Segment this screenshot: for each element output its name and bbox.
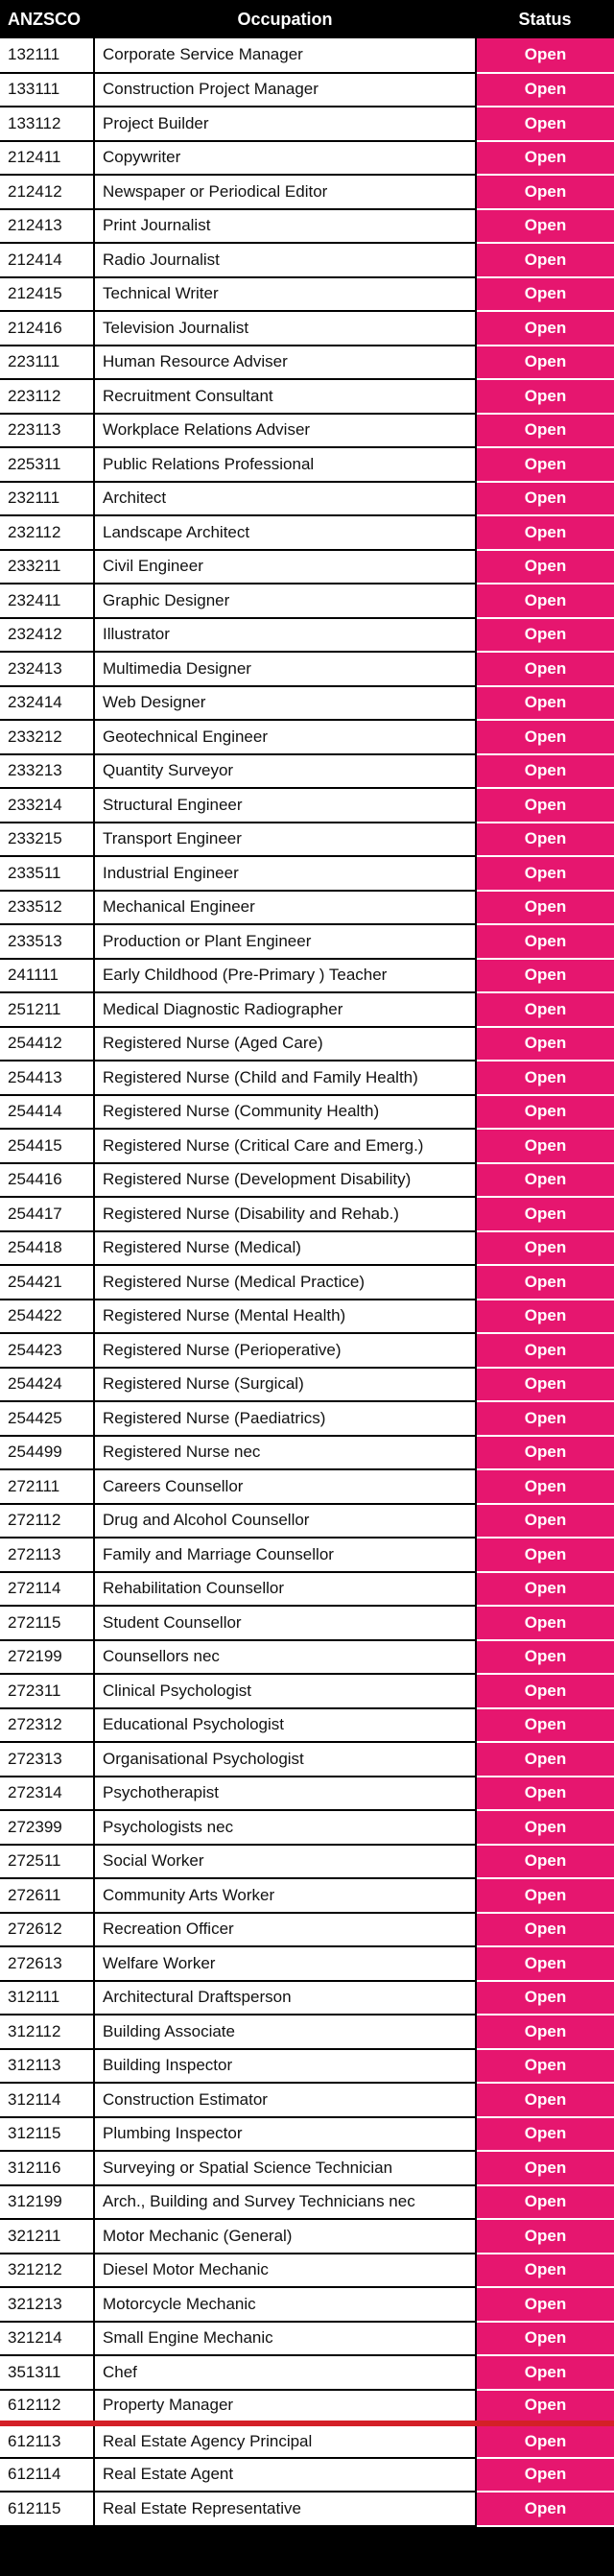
status-cell: Open [476, 891, 614, 925]
anzsco-code-cell: 254416 [0, 1163, 94, 1198]
status-cell: Open [476, 1946, 614, 1981]
occupation-cell: Television Journalist [94, 311, 476, 346]
table-row [0, 2083, 614, 2117]
occupation-cell: Corporate Service Manager [94, 38, 476, 73]
table-row [0, 515, 614, 550]
table-row [0, 1027, 614, 1061]
occupation-cell: Careers Counsellor [94, 1469, 476, 1504]
occupation-cell: Transport Engineer [94, 823, 476, 857]
status-cell: Open [476, 2151, 614, 2185]
status-cell: Open [476, 1368, 614, 1402]
anzsco-code-cell: 233214 [0, 788, 94, 823]
occupation-cell: Registered Nurse (Medical Practice) [94, 1265, 476, 1300]
status-cell: Open [476, 2458, 614, 2493]
status-cell: Open [476, 1913, 614, 1947]
occupation-cell: Illustrator [94, 618, 476, 653]
status-cell: Open [476, 1640, 614, 1675]
anzsco-code-cell: 312112 [0, 2015, 94, 2049]
anzsco-code-cell: 233215 [0, 823, 94, 857]
anzsco-code-cell: 312116 [0, 2151, 94, 2185]
anzsco-code-cell: 233211 [0, 550, 94, 584]
anzsco-code-cell: 225311 [0, 447, 94, 482]
status-cell: Open [476, 2083, 614, 2117]
status-cell: Open [476, 2287, 614, 2322]
status-cell: Open [476, 2117, 614, 2152]
table-row [0, 2117, 614, 2152]
anzsco-code-cell: 133111 [0, 73, 94, 107]
status-cell: Open [476, 550, 614, 584]
anzsco-code-cell: 254425 [0, 1401, 94, 1436]
anzsco-code-cell: 612115 [0, 2492, 94, 2526]
status-cell: Open [476, 2185, 614, 2220]
status-cell: Open [476, 1878, 614, 1913]
anzsco-code-cell: 272612 [0, 1913, 94, 1947]
anzsco-code-cell: 612112 [0, 2390, 94, 2424]
table-row [0, 584, 614, 618]
status-cell: Open [476, 686, 614, 721]
table-row [0, 1129, 614, 1163]
table-row [0, 311, 614, 346]
occupation-cell: Technical Writer [94, 277, 476, 312]
status-cell: Open [476, 1538, 614, 1572]
header-status: Status [476, 0, 614, 38]
status-cell: Open [476, 1981, 614, 2015]
status-cell: Open [476, 175, 614, 209]
occupation-cell: Newspaper or Periodical Editor [94, 175, 476, 209]
occupation-cell: Registered Nurse (Aged Care) [94, 1027, 476, 1061]
status-cell: Open [476, 107, 614, 141]
anzsco-code-cell: 254417 [0, 1197, 94, 1231]
anzsco-code-cell: 223111 [0, 346, 94, 380]
anzsco-code-cell: 272112 [0, 1504, 94, 1538]
occupation-cell: Small Engine Mechanic [94, 2322, 476, 2356]
anzsco-code-cell: 272113 [0, 1538, 94, 1572]
status-cell: Open [476, 1436, 614, 1470]
status-cell: Open [476, 2049, 614, 2084]
anzsco-code-cell: 612113 [0, 2423, 94, 2458]
anzsco-code-cell: 254421 [0, 1265, 94, 1300]
occupation-cell: Geotechnical Engineer [94, 720, 476, 754]
status-cell: Open [476, 482, 614, 516]
table-row [0, 1742, 614, 1777]
anzsco-code-cell: 272314 [0, 1777, 94, 1811]
occupation-cell: Registered Nurse (Community Health) [94, 1095, 476, 1130]
table-row [0, 447, 614, 482]
table-row [0, 1504, 614, 1538]
anzsco-code-cell: 312199 [0, 2185, 94, 2220]
anzsco-code-cell: 312113 [0, 2049, 94, 2084]
occupation-cell: Civil Engineer [94, 550, 476, 584]
status-cell: Open [476, 1742, 614, 1777]
occupation-cell: Clinical Psychologist [94, 1674, 476, 1708]
occupation-cell: Construction Project Manager [94, 73, 476, 107]
status-cell: Open [476, 1333, 614, 1368]
table-row [0, 652, 614, 686]
occupation-cell: Community Arts Worker [94, 1878, 476, 1913]
table-row [0, 346, 614, 380]
anzsco-code-cell: 232412 [0, 618, 94, 653]
anzsco-code-cell: 612114 [0, 2458, 94, 2493]
anzsco-code-cell: 132111 [0, 38, 94, 73]
occupation-cell: Registered Nurse (Surgical) [94, 1368, 476, 1402]
occupation-cell: Welfare Worker [94, 1946, 476, 1981]
anzsco-code-cell: 254424 [0, 1368, 94, 1402]
occupation-cell: Educational Psychologist [94, 1708, 476, 1743]
occupation-cell: Plumbing Inspector [94, 2117, 476, 2152]
table-row [0, 175, 614, 209]
anzsco-code-cell: 272511 [0, 1845, 94, 1879]
table-row [0, 1878, 614, 1913]
status-cell: Open [476, 1197, 614, 1231]
status-cell: Open [476, 1129, 614, 1163]
occupation-cell: Architect [94, 482, 476, 516]
table-row [0, 1946, 614, 1981]
status-cell: Open [476, 959, 614, 993]
status-cell: Open [476, 652, 614, 686]
anzsco-code-cell: 232111 [0, 482, 94, 516]
occupation-cell: Registered Nurse (Disability and Rehab.) [94, 1197, 476, 1231]
anzsco-code-cell: 254413 [0, 1061, 94, 1095]
table-row [0, 1538, 614, 1572]
status-cell: Open [476, 2254, 614, 2288]
anzsco-code-cell: 254415 [0, 1129, 94, 1163]
status-cell: Open [476, 1300, 614, 1334]
table-row [0, 414, 614, 448]
header-occupation: Occupation [94, 0, 476, 38]
anzsco-code-cell: 212412 [0, 175, 94, 209]
occupation-cell: Drug and Alcohol Counsellor [94, 1504, 476, 1538]
anzsco-code-cell: 321212 [0, 2254, 94, 2288]
status-cell: Open [476, 754, 614, 789]
table-row [0, 141, 614, 176]
table-row [0, 754, 614, 789]
occupation-cell: Industrial Engineer [94, 856, 476, 891]
occupation-cell: Registered Nurse (Paediatrics) [94, 1401, 476, 1436]
status-cell: Open [476, 720, 614, 754]
occupation-cell: Human Resource Adviser [94, 346, 476, 380]
anzsco-code-cell: 272114 [0, 1572, 94, 1607]
occupation-cell: Construction Estimator [94, 2083, 476, 2117]
table-row [0, 2151, 614, 2185]
table-row [0, 2254, 614, 2288]
table-row [0, 720, 614, 754]
occupation-cell: Registered Nurse (Development Disability) [94, 1163, 476, 1198]
occupation-cell: Medical Diagnostic Radiographer [94, 992, 476, 1027]
anzsco-code-cell: 312115 [0, 2117, 94, 2152]
anzsco-code-cell: 212416 [0, 311, 94, 346]
anzsco-code-cell: 254412 [0, 1027, 94, 1061]
anzsco-code-cell: 254418 [0, 1231, 94, 1266]
status-cell: Open [476, 924, 614, 959]
status-cell: Open [476, 311, 614, 346]
occupation-cell: Registered Nurse (Mental Health) [94, 1300, 476, 1334]
anzsco-code-cell: 272611 [0, 1878, 94, 1913]
occupation-cell: Building Associate [94, 2015, 476, 2049]
anzsco-code-cell: 232112 [0, 515, 94, 550]
anzsco-code-cell: 312111 [0, 1981, 94, 2015]
status-cell: Open [476, 414, 614, 448]
anzsco-code-cell: 223113 [0, 414, 94, 448]
table-row [0, 959, 614, 993]
status-cell: Open [476, 823, 614, 857]
table-row [0, 2049, 614, 2084]
table-row [0, 788, 614, 823]
anzsco-code-cell: 133112 [0, 107, 94, 141]
occupation-cell: Multimedia Designer [94, 652, 476, 686]
occupation-cell: Organisational Psychologist [94, 1742, 476, 1777]
table-row [0, 1401, 614, 1436]
status-cell: Open [476, 2492, 614, 2526]
anzsco-code-cell: 321211 [0, 2219, 94, 2254]
status-cell: Open [476, 2390, 614, 2424]
occupation-cell: Recruitment Consultant [94, 379, 476, 414]
occupation-cell: Print Journalist [94, 209, 476, 244]
status-cell: Open [476, 1469, 614, 1504]
anzsco-code-cell: 321214 [0, 2322, 94, 2356]
status-cell: Open [476, 277, 614, 312]
anzsco-code-cell: 212414 [0, 243, 94, 277]
anzsco-code-cell: 254422 [0, 1300, 94, 1334]
table-row [0, 2185, 614, 2220]
occupation-cell: Workplace Relations Adviser [94, 414, 476, 448]
table-row [0, 856, 614, 891]
occupation-cell: Psychologists nec [94, 1810, 476, 1845]
occupation-cell: Architectural Draftsperson [94, 1981, 476, 2015]
status-cell: Open [476, 243, 614, 277]
occupation-cell: Motor Mechanic (General) [94, 2219, 476, 2254]
occupation-cell: Real Estate Agency Principal [94, 2423, 476, 2458]
table-row [0, 1572, 614, 1607]
anzsco-code-cell: 272313 [0, 1742, 94, 1777]
status-cell: Open [476, 618, 614, 653]
anzsco-code-cell: 272115 [0, 1606, 94, 1640]
table-row [0, 2322, 614, 2356]
occupation-cell: Public Relations Professional [94, 447, 476, 482]
table-row [0, 2458, 614, 2493]
table-row [0, 2390, 614, 2424]
status-cell: Open [476, 1845, 614, 1879]
occupation-cell: Registered Nurse (Perioperative) [94, 1333, 476, 1368]
occupation-cell: Quantity Surveyor [94, 754, 476, 789]
occupation-cell: Property Manager [94, 2390, 476, 2424]
occupation-cell: Registered Nurse nec [94, 1436, 476, 1470]
anzsco-code-cell: 272613 [0, 1946, 94, 1981]
table-row [0, 1265, 614, 1300]
table-row [0, 891, 614, 925]
status-cell: Open [476, 856, 614, 891]
table-row [0, 1777, 614, 1811]
occupation-cell: Counsellors nec [94, 1640, 476, 1675]
status-cell: Open [476, 1095, 614, 1130]
anzsco-code-cell: 254423 [0, 1333, 94, 1368]
status-cell: Open [476, 1504, 614, 1538]
occupation-cell: Chef [94, 2355, 476, 2390]
table-row [0, 1300, 614, 1334]
anzsco-code-cell: 272199 [0, 1640, 94, 1675]
occupation-cell: Registered Nurse (Critical Care and Emerg.) [94, 1129, 476, 1163]
occupation-cell: Mechanical Engineer [94, 891, 476, 925]
table-row [0, 482, 614, 516]
occupation-cell: Arch., Building and Survey Technicians nec [94, 2185, 476, 2220]
anzsco-code-cell: 233512 [0, 891, 94, 925]
anzsco-code-cell: 272399 [0, 1810, 94, 1845]
occupation-cell: Web Designer [94, 686, 476, 721]
anzsco-code-cell: 233511 [0, 856, 94, 891]
anzsco-code-cell: 254414 [0, 1095, 94, 1130]
occupation-cell: Registered Nurse (Child and Family Health) [94, 1061, 476, 1095]
status-cell: Open [476, 1163, 614, 1198]
status-cell: Open [476, 209, 614, 244]
anzsco-code-cell: 233212 [0, 720, 94, 754]
table-row [0, 1231, 614, 1266]
occupation-cell: Early Childhood (Pre-Primary ) Teacher [94, 959, 476, 993]
anzsco-code-cell: 212413 [0, 209, 94, 244]
anzsco-code-cell: 232414 [0, 686, 94, 721]
table-row [0, 1368, 614, 1402]
occupation-cell: Diesel Motor Mechanic [94, 2254, 476, 2288]
occupation-cell: Rehabilitation Counsellor [94, 1572, 476, 1607]
status-cell: Open [476, 447, 614, 482]
anzsco-code-cell: 241111 [0, 959, 94, 993]
table-row [0, 992, 614, 1027]
anzsco-code-cell: 223112 [0, 379, 94, 414]
table-row [0, 1810, 614, 1845]
status-cell: Open [476, 1572, 614, 1607]
table-row [0, 1674, 614, 1708]
anzsco-code-cell: 351311 [0, 2355, 94, 2390]
table-row [0, 1197, 614, 1231]
occupation-cell: Building Inspector [94, 2049, 476, 2084]
table-row [0, 2219, 614, 2254]
status-cell: Open [476, 515, 614, 550]
table-row [0, 1845, 614, 1879]
table-row [0, 823, 614, 857]
anzsco-code-cell: 232411 [0, 584, 94, 618]
anzsco-code-cell: 312114 [0, 2083, 94, 2117]
status-cell: Open [476, 38, 614, 73]
occupation-cell: Real Estate Representative [94, 2492, 476, 2526]
status-cell: Open [476, 73, 614, 107]
occupation-cell: Production or Plant Engineer [94, 924, 476, 959]
table-row [0, 1913, 614, 1947]
table-row [0, 107, 614, 141]
anzsco-code-cell: 232413 [0, 652, 94, 686]
status-cell: Open [476, 141, 614, 176]
occupation-cell: Surveying or Spatial Science Technician [94, 2151, 476, 2185]
table-row [0, 618, 614, 653]
anzsco-code-cell: 233213 [0, 754, 94, 789]
table-row [0, 2015, 614, 2049]
occupation-cell: Motorcycle Mechanic [94, 2287, 476, 2322]
status-cell: Open [476, 1265, 614, 1300]
occupation-cell: Real Estate Agent [94, 2458, 476, 2493]
table-row [0, 379, 614, 414]
table-row [0, 550, 614, 584]
table-row [0, 1061, 614, 1095]
occupation-cell: Student Counsellor [94, 1606, 476, 1640]
header-anzsco: ANZSCO [0, 0, 94, 38]
table-row [0, 277, 614, 312]
header-row [0, 0, 614, 38]
table-row [0, 686, 614, 721]
occupation-cell: Landscape Architect [94, 515, 476, 550]
status-cell: Open [476, 1231, 614, 1266]
occupation-cell: Registered Nurse (Medical) [94, 1231, 476, 1266]
occupation-cell: Graphic Designer [94, 584, 476, 618]
occupation-cell: Recreation Officer [94, 1913, 476, 1947]
table-row [0, 73, 614, 107]
table-row [0, 2423, 614, 2458]
table-row [0, 924, 614, 959]
occupation-cell: Radio Journalist [94, 243, 476, 277]
table-row [0, 1163, 614, 1198]
anzsco-code-cell: 272312 [0, 1708, 94, 1743]
table-row [0, 1469, 614, 1504]
anzsco-code-cell: 272111 [0, 1469, 94, 1504]
status-cell: Open [476, 2219, 614, 2254]
status-cell: Open [476, 1401, 614, 1436]
status-cell: Open [476, 2355, 614, 2390]
status-cell: Open [476, 2322, 614, 2356]
table-row [0, 209, 614, 244]
anzsco-code-cell: 321213 [0, 2287, 94, 2322]
table-row [0, 38, 614, 73]
anzsco-code-cell: 233513 [0, 924, 94, 959]
table-row [0, 243, 614, 277]
table-row [0, 1606, 614, 1640]
occupation-cell: Project Builder [94, 107, 476, 141]
anzsco-code-cell: 254499 [0, 1436, 94, 1470]
status-cell: Open [476, 1027, 614, 1061]
status-cell: Open [476, 1674, 614, 1708]
anzsco-code-cell: 212411 [0, 141, 94, 176]
status-cell: Open [476, 1708, 614, 1743]
table-row [0, 1708, 614, 1743]
table-row [0, 2355, 614, 2390]
status-cell: Open [476, 992, 614, 1027]
occupation-cell: Family and Marriage Counsellor [94, 1538, 476, 1572]
table-row [0, 1095, 614, 1130]
table-row [0, 1981, 614, 2015]
status-cell: Open [476, 788, 614, 823]
status-cell: Open [476, 379, 614, 414]
table-row [0, 1436, 614, 1470]
occupation-cell: Psychotherapist [94, 1777, 476, 1811]
table-row [0, 2492, 614, 2526]
occupation-cell: Copywriter [94, 141, 476, 176]
occupation-cell: Social Worker [94, 1845, 476, 1879]
anzsco-code-cell: 212415 [0, 277, 94, 312]
table-header [0, 0, 614, 38]
status-cell: Open [476, 584, 614, 618]
occupation-cell: Structural Engineer [94, 788, 476, 823]
status-cell: Open [476, 1606, 614, 1640]
status-cell: Open [476, 346, 614, 380]
anzsco-code-cell: 251211 [0, 992, 94, 1027]
table-body [0, 38, 614, 2526]
status-cell: Open [476, 1810, 614, 1845]
status-cell: Open [476, 2423, 614, 2458]
anzsco-code-cell: 272311 [0, 1674, 94, 1708]
status-cell: Open [476, 2015, 614, 2049]
table-row [0, 1333, 614, 1368]
table-row [0, 1640, 614, 1675]
status-cell: Open [476, 1777, 614, 1811]
status-cell: Open [476, 1061, 614, 1095]
table-row [0, 2287, 614, 2322]
